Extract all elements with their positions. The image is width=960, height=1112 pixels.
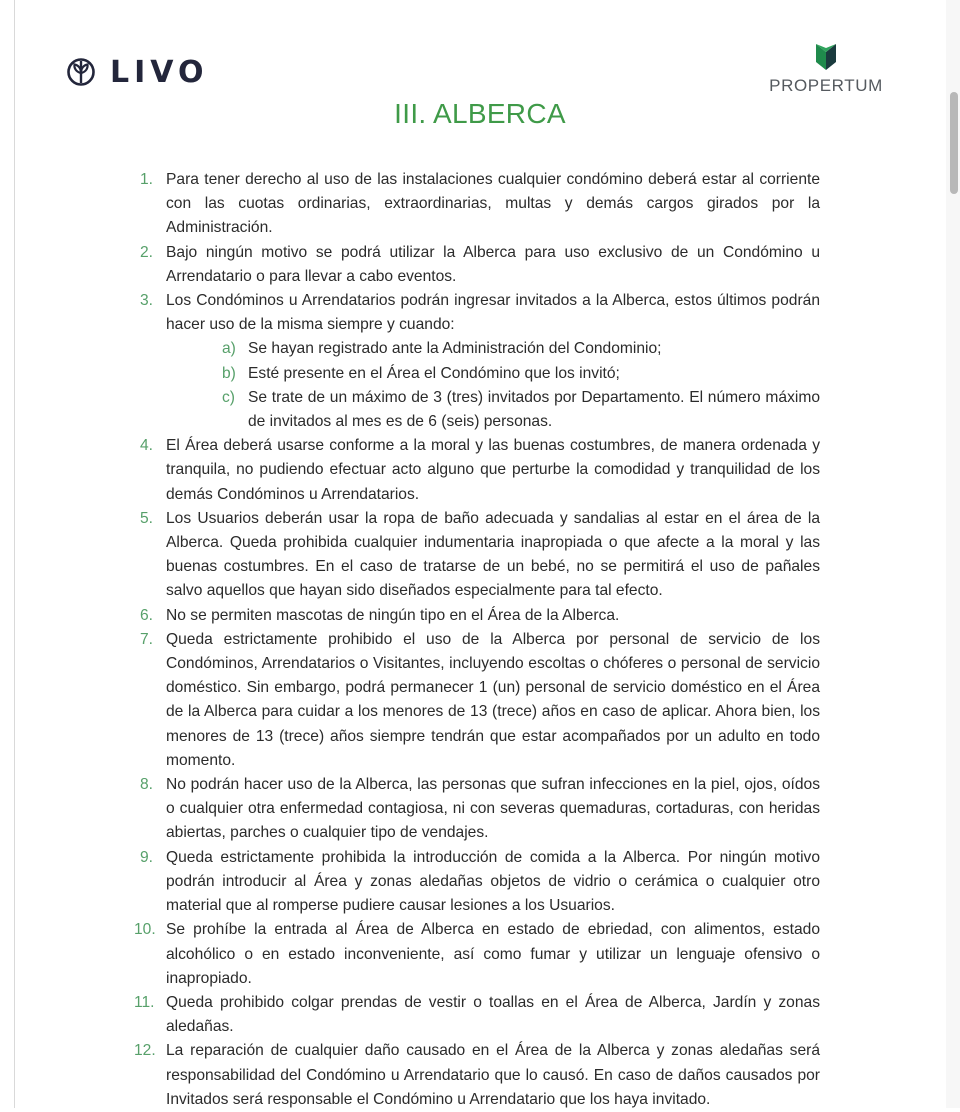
rule-number: 4.: [140, 437, 154, 455]
sub-text: Se hayan registrado ante la Administración del Condominio;: [248, 340, 662, 358]
rule-number: 3.: [140, 292, 154, 310]
propertum-logo: [762, 42, 890, 96]
rule-item: [134, 846, 820, 919]
sub-item: [222, 386, 820, 434]
vertical-scrollbar[interactable]: [946, 0, 960, 1108]
livo-logo: [66, 52, 208, 92]
rule-item: [134, 289, 820, 434]
rule-text: Para tener derecho al uso de las instalaciones cualquier condómino deberá estar al corriente con las cuotas ordinarias, extraordinarias, multas y demás cargos girados por la Administración.: [166, 171, 820, 237]
sub-text: Se trate de un máximo de 3 (tres) invitados por Departamento. El número máximo de invitados al mes es de 6 (seis) personas.: [248, 388, 820, 431]
rule-item: [134, 918, 820, 991]
rule-number: 6.: [140, 606, 154, 624]
rule-text: Los Condóminos u Arrendatarios podrán ingresar invitados a la Alberca, estos últimos podrán hacer uso de la misma siempre y cuando:: [166, 292, 820, 334]
rules-list: [134, 168, 820, 1112]
rule-number: 8.: [140, 776, 154, 794]
rule-item: [134, 507, 820, 604]
rule-number: 5.: [140, 509, 154, 527]
rule-text: Queda estrictamente prohibida la introducción de comida a la Alberca. Por ningún motivo podrán introducir al Área y zonas aledañas objetos de vidrio o cerámica o cualquier otro material que al romperse pudiere causar lesiones a los Usuarios.: [166, 848, 820, 915]
page-title: III. ALBERCA: [394, 98, 566, 129]
sub-letter: c): [222, 388, 235, 406]
rule-text: No podrán hacer uso de la Alberca, las personas que sufran infecciones en la piel, ojos, oídos o cualquier otra enfermedad contagiosa, ni con severas quemaduras, cortaduras, con heridas abiertas, parches o cualquier tipo de vendajes.: [166, 776, 820, 842]
livo-logo-text: LIVO: [110, 54, 209, 90]
page-edge-divider: [14, 0, 15, 1108]
rule-number: 11.: [134, 993, 155, 1011]
rule-text: Queda prohibido colgar prendas de vestir o toallas en el Área de Alberca, Jardín y zonas aledañas.: [166, 993, 820, 1036]
scrollbar-thumb[interactable]: [950, 92, 958, 194]
rule-item: [134, 1039, 820, 1112]
sub-item: [222, 362, 820, 386]
rule-text: La reparación de cualquier daño causado en el Área de la Alberca y zonas aledañas será responsabilidad del Condómino u Arrendatario que lo causó. En caso de daños causados por Invitados será responsable el Condómino u Arrendatario que los haya invitado.: [166, 1042, 820, 1108]
sub-letter: a): [222, 340, 236, 358]
rule-item: [134, 773, 820, 846]
rule-item: [134, 434, 820, 507]
rule-item: [134, 628, 820, 773]
rule-text: Bajo ningún motivo se podrá utilizar la Alberca para uso exclusivo de un Condómino u Arrendatario o para llevar a cabo eventos.: [166, 243, 820, 285]
livo-tree-icon: [66, 57, 96, 87]
sub-list: [166, 337, 820, 434]
rule-number: 1.: [140, 171, 154, 188]
rule-text: No se permiten mascotas de ningún tipo en el Área de la Alberca.: [166, 606, 620, 624]
rule-item: [134, 604, 820, 628]
rule-number: 9.: [140, 848, 154, 866]
rule-number: 12.: [134, 1042, 156, 1060]
sub-text: Esté presente en el Área el Condómino que los invitó;: [248, 364, 620, 382]
rule-number: 7.: [140, 630, 154, 648]
rule-number: 10.: [134, 921, 156, 939]
rule-item: [134, 241, 820, 289]
propertum-leaf-icon: [762, 42, 890, 72]
propertum-logo-text: PROPERTUM: [769, 76, 883, 95]
rule-item: [134, 168, 820, 241]
rule-text: Los Usuarios deberán usar la ropa de baño adecuada y sandalias al estar en el área de la Alberca. Queda prohibida cualquier indumentaria inapropiada o que afecte a la moral y las buenas costumbres. En el caso de tratarse de un bebé, no se permitirá el uso de pañales salvo aquellos que hayan sido diseñados especialmente para tal efecto.: [166, 509, 820, 600]
rule-item: [134, 991, 820, 1039]
sub-item: [222, 337, 820, 361]
rule-text: Queda estrictamente prohibido el uso de la Alberca por personal de servicio de los Condóminos, Arrendatarios o Visitantes, incluyendo escoltas o chóferes o personal de servicio doméstico. Sin embargo, podrá permanecer 1 (un) personal de servicio doméstico en el Área de la Alberca para cuidar a los menores de 13 (trece) años en caso de aplicar. Ahora bien, los menores de 13 (trece) años siempre tendrán que estar acompañados por un adulto en todo momento.: [166, 630, 820, 769]
rule-text: El Área deberá usarse conforme a la moral y las buenas costumbres, de manera ordenada y tranquila, no pudiendo efectuar acto alguno que perturbe la comodidad y tranquilidad de los demás Condóminos u Arrendatarios.: [166, 437, 820, 503]
sub-letter: b): [222, 364, 236, 382]
rule-text: Se prohíbe la entrada al Área de Alberca en estado de ebriedad, con alimentos, estado alcohólico o en estado inconveniente, así como fumar y utilizar un lenguaje ofensivo o inapropiado.: [166, 921, 820, 987]
rule-number: 2.: [140, 243, 154, 261]
